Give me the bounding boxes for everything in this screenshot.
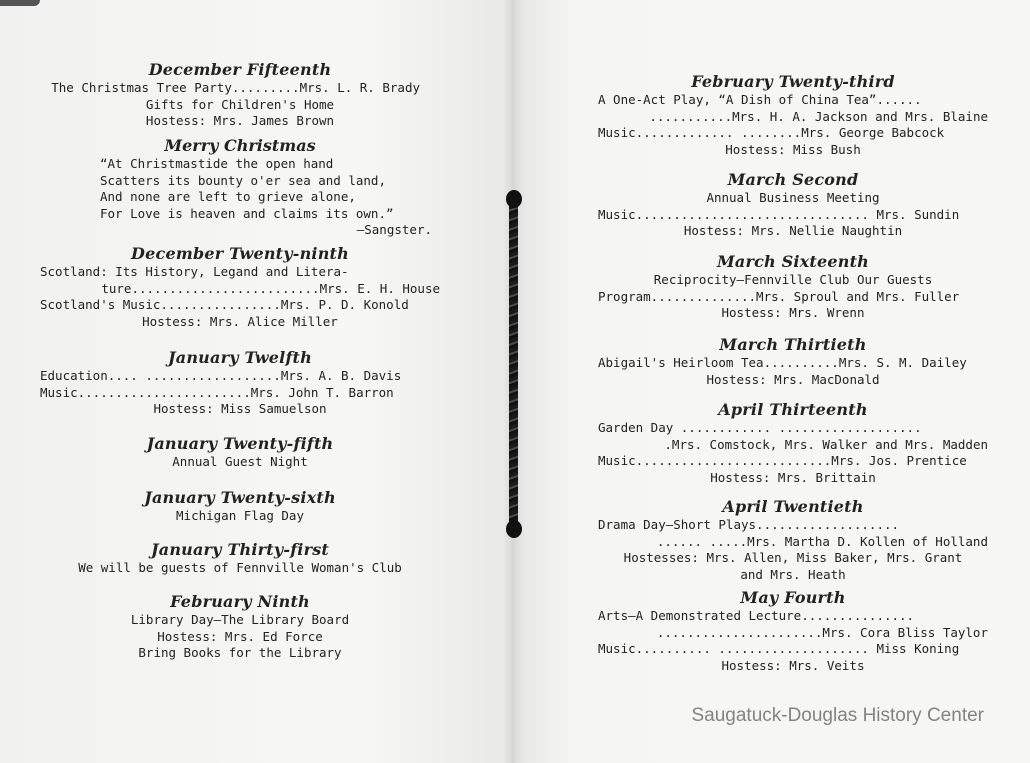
program-line: Scotland: Its History, Legand and Litera- <box>40 264 349 279</box>
section-merry-christmas <box>40 136 440 239</box>
program-line: Abigail's Heirloom Tea..........Mrs. S. M. Dailey <box>598 355 967 370</box>
program-line: Program..............Mrs. Sproul and Mrs. Fuller <box>598 288 960 304</box>
section-title: March Second <box>727 170 859 189</box>
program-line: Michigan Flag Day <box>176 508 304 523</box>
hostess-line: Hostess: Mrs. Wrenn <box>721 305 865 320</box>
section-title: Merry Christmas <box>164 136 316 155</box>
program-line: Music.......... .................... Miss Koning <box>598 641 960 656</box>
hostess-line: Hostess: Mrs. James Brown <box>145 113 335 128</box>
hostess-line: Hostess: Mrs. MacDonald <box>706 371 880 387</box>
program-line: Annual Business Meeting <box>706 190 880 205</box>
hostess-line: Hostess: Mrs. Brittain <box>710 469 876 485</box>
hostess-line: Hostess: Mrs. Nellie Naughtin <box>683 223 903 238</box>
section-february-ninth <box>40 592 440 662</box>
section-january-twelfth <box>40 348 440 418</box>
section-april-thirteenth <box>598 400 988 486</box>
program-line: Gifts for Children's Home <box>145 96 335 112</box>
section-may-fourth <box>598 588 988 674</box>
program-line: ......................Mrs. Cora Bliss Taylor <box>656 624 988 640</box>
poem-line: For Love is heaven and claims its own.” <box>100 205 394 221</box>
poem-line: “At Christmastide the open hand <box>100 156 334 171</box>
binding-knot-bottom <box>506 520 522 538</box>
program-line: A One-Act Play, “A Dish of China Tea”...... <box>598 92 922 107</box>
section-january-thirty-first <box>40 540 440 577</box>
poem-line: And none are left to grieve alone, <box>100 189 356 204</box>
section-january-twenty-sixth <box>40 488 440 525</box>
section-february-twenty-third <box>598 72 988 158</box>
program-line: Music............................... Mrs. Sundin <box>598 206 960 222</box>
program-line: Garden Day ............ ................... <box>598 420 922 435</box>
section-march-second <box>598 170 988 240</box>
section-title: April Thirteenth <box>718 400 868 419</box>
program-line: Music............. ........Mrs. George Babcock <box>598 125 945 140</box>
section-december-twenty-ninth <box>40 244 440 330</box>
hostess-line: Hostess: Miss Bush <box>725 141 861 157</box>
section-title: March Thirtieth <box>719 335 867 354</box>
program-line: Scotland's Music................Mrs. P. D. Konold <box>40 297 409 312</box>
section-title: January Twelfth <box>168 348 312 367</box>
program-line: Education.... ..................Mrs. A. B. Davis <box>40 368 402 383</box>
poem-attribution: —Sangster. <box>356 222 432 237</box>
hostess-line: Hostess: Mrs. Ed Force <box>157 628 323 644</box>
program-line: We will be guests of Fennville Woman's Club <box>78 560 402 575</box>
hostess-line: Hostess: Miss Samuelson <box>153 401 327 416</box>
program-line: Reciprocity—Fennville Club Our Guests <box>653 272 933 287</box>
program-line: Music.......................Mrs. John T. Barron <box>40 384 394 400</box>
program-line: ture.........................Mrs. E. H. House <box>101 280 440 296</box>
program-line: .Mrs. Comstock, Mrs. Walker and Mrs. Madden <box>664 436 988 452</box>
section-title: February Twenty-third <box>691 72 895 91</box>
poem-line: Scatters its bounty o'er sea and land, <box>100 172 386 188</box>
section-title: December Fifteenth <box>148 60 332 79</box>
program-line: ...... .....Mrs. Martha D. Kollen of Holland <box>656 533 988 549</box>
binding-knot-top <box>506 190 522 208</box>
program-line: ...........Mrs. H. A. Jackson and Mrs. Blaine <box>649 108 988 124</box>
program-line: Drama Day—Short Plays................... <box>598 517 900 532</box>
section-title: April Twentieth <box>722 497 864 516</box>
section-title: February Ninth <box>170 592 310 611</box>
section-march-sixteenth <box>598 252 988 322</box>
program-line: Annual Guest Night <box>172 454 308 469</box>
program-line: Bring Books for the Library <box>138 645 342 660</box>
section-march-thirtieth <box>598 335 988 388</box>
binding-cord <box>509 196 518 532</box>
watermark: Saugatuck-Douglas History Center <box>691 705 984 726</box>
hostess-line: Hostesses: Mrs. Allen, Miss Baker, Mrs. Grant <box>623 550 963 565</box>
page-corner-shadow <box>0 0 40 6</box>
program-line: Library Day—The Library Board <box>130 612 350 627</box>
section-april-twentieth <box>598 497 988 583</box>
hostess-line: Hostess: Mrs. Veits <box>721 657 865 673</box>
program-line: Music..........................Mrs. Jos. Prentice <box>598 453 967 468</box>
section-december-fifteenth <box>40 60 440 130</box>
section-title: January Thirty-first <box>150 540 330 559</box>
section-title: December Twenty-ninth <box>131 244 349 263</box>
section-january-twenty-fifth <box>40 434 440 471</box>
section-title: May Fourth <box>740 588 846 607</box>
section-title: January Twenty-fifth <box>146 434 334 453</box>
hostess-line: Hostess: Mrs. Alice Miller <box>142 313 338 329</box>
section-title: March Sixteenth <box>716 252 870 271</box>
program-line: The Christmas Tree Party.........Mrs. L. R. Brady <box>51 80 420 95</box>
hostess-line: and Mrs. Heath <box>740 566 846 582</box>
program-line: Arts—A Demonstrated Lecture............... <box>598 608 915 623</box>
section-title: January Twenty-sixth <box>144 488 336 507</box>
